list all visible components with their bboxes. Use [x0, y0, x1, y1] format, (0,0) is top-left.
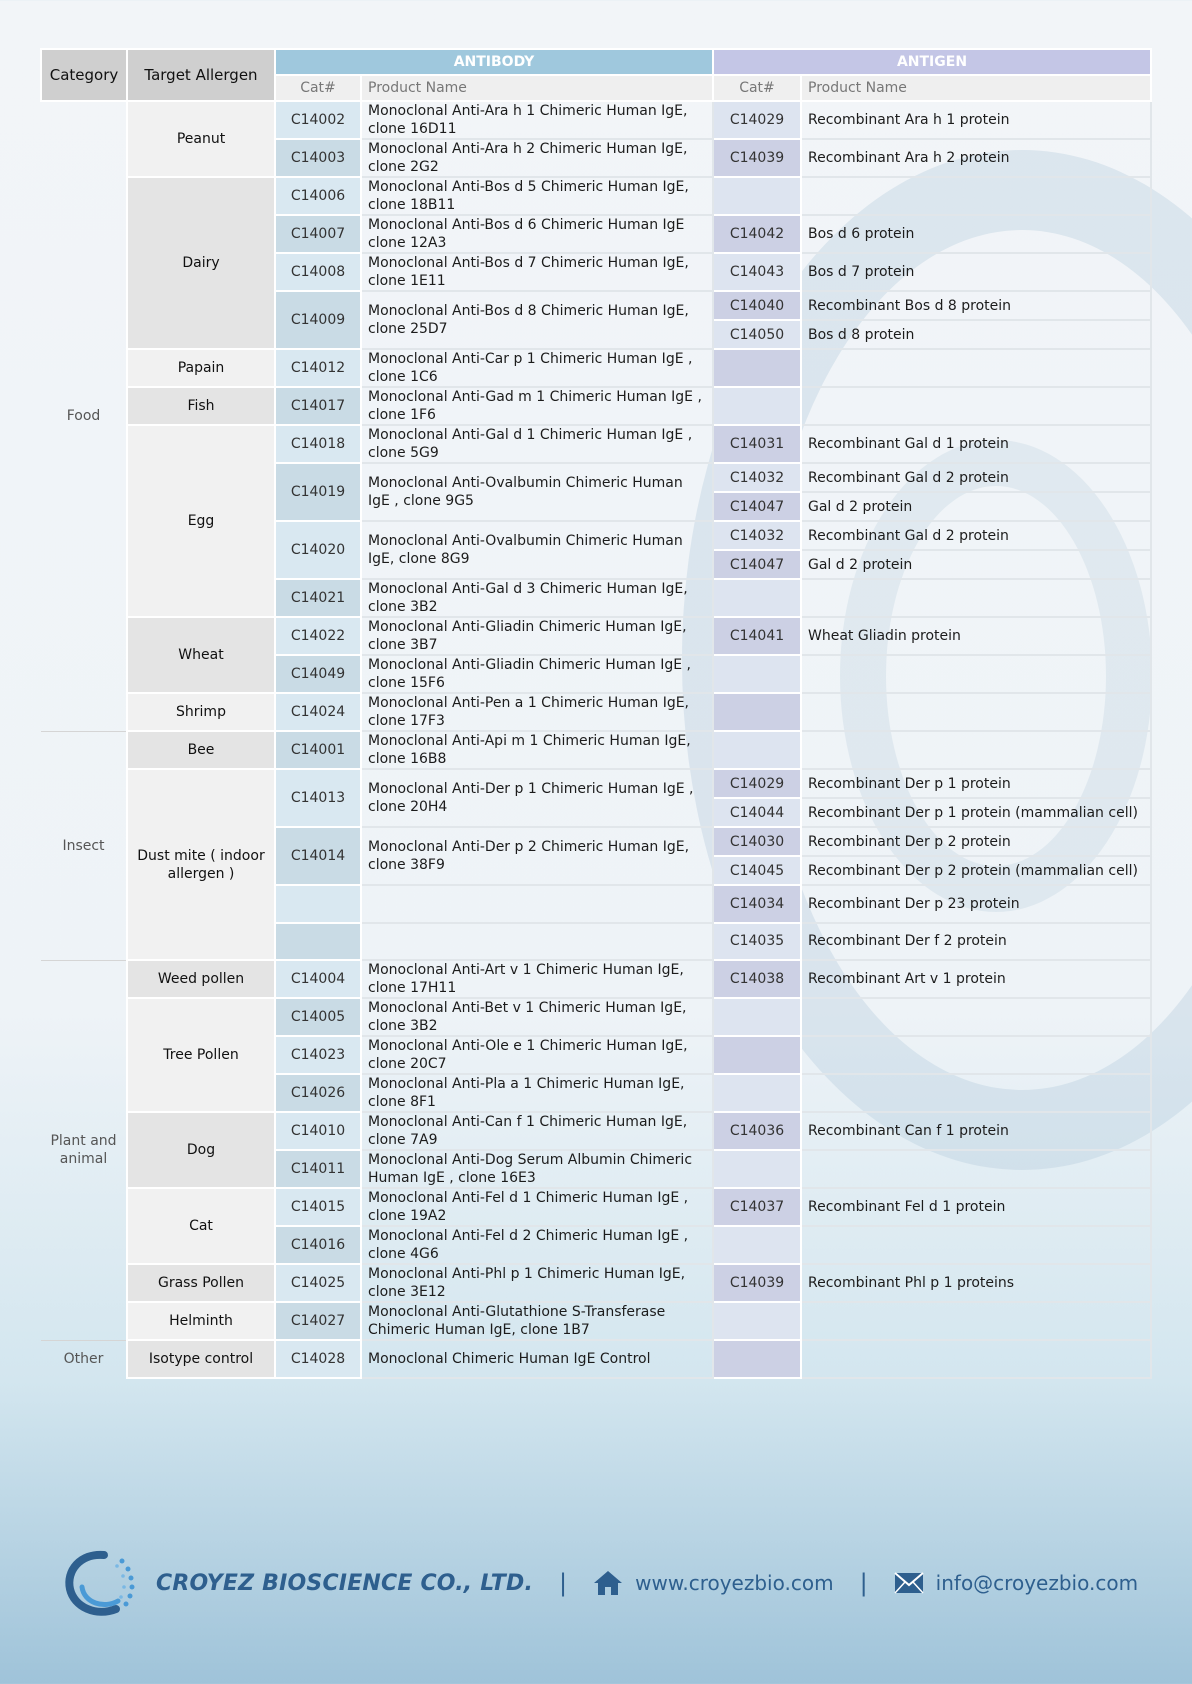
target-allergen-cell: Isotype control — [127, 1340, 275, 1378]
antibody-cat-cell: C14026 — [275, 1074, 361, 1112]
antigen-product-name: Wheat Gliadin protein — [801, 617, 1151, 655]
antigen-product-name — [801, 693, 1151, 731]
antigen-product-name: Recombinant Ara h 2 protein — [801, 139, 1151, 177]
antibody-product-name: Monoclonal Anti-Api m 1 Chimeric Human IgE, clone 16B8 — [361, 731, 713, 769]
antibody-cat-cell — [275, 885, 361, 923]
antibody-cat-cell: C14003 — [275, 139, 361, 177]
antigen-cat-cell — [713, 998, 801, 1036]
table-row — [41, 960, 1151, 998]
antibody-cat-cell: C14025 — [275, 1264, 361, 1302]
email-contact[interactable] — [894, 1571, 1138, 1595]
antigen-cat-cell — [713, 1074, 801, 1112]
footer — [60, 1548, 1150, 1618]
antigen-cat-cell: C14041 — [713, 617, 801, 655]
table-row — [41, 731, 1151, 769]
website-contact[interactable] — [593, 1569, 833, 1597]
antibody-cat-cell: C14017 — [275, 387, 361, 425]
target-allergen-cell: Egg — [127, 425, 275, 617]
antibody-cat-cell: C14015 — [275, 1188, 361, 1226]
antigen-cat-cell — [713, 731, 801, 769]
antibody-product-name: Monoclonal Anti-Gad m 1 Chimeric Human IgE , clone 1F6 — [361, 387, 713, 425]
target-allergen-cell: Weed pollen — [127, 960, 275, 998]
antigen-product-name: Bos d 7 protein — [801, 253, 1151, 291]
antibody-cat-cell: C14016 — [275, 1226, 361, 1264]
antibody-product-name: Monoclonal Anti-Gal d 3 Chimeric Human IgE, clone 3B2 — [361, 579, 713, 617]
antigen-cat-cell: C14038 — [713, 960, 801, 998]
antibody-cat-cell: C14002 — [275, 101, 361, 139]
target-allergen-cell: Tree Pollen — [127, 998, 275, 1112]
antibody-product-name: Monoclonal Anti-Fel d 1 Chimeric Human IgE , clone 19A2 — [361, 1188, 713, 1226]
antigen-cat-cell: C14036 — [713, 1112, 801, 1150]
antibody-product-name: Monoclonal Anti-Pla a 1 Chimeric Human IgE, clone 8F1 — [361, 1074, 713, 1112]
antibody-product-name: Monoclonal Anti-Bos d 5 Chimeric Human IgE, clone 18B11 — [361, 177, 713, 215]
antibody-product-name: Monoclonal Anti-Car p 1 Chimeric Human IgE , clone 1C6 — [361, 349, 713, 387]
antigen-cat-cell: C14029 — [713, 101, 801, 139]
antibody-cat-cell: C14005 — [275, 998, 361, 1036]
antigen-cat-cell: C14032 — [713, 521, 801, 550]
table-row — [41, 425, 1151, 463]
antibody-cat-cell: C14008 — [275, 253, 361, 291]
antigen-product-name — [801, 387, 1151, 425]
antigen-product-name — [801, 1226, 1151, 1264]
antigen-cat-cell: C14050 — [713, 320, 801, 349]
antigen-cat-cell: C14045 — [713, 856, 801, 885]
antigen-cat-cell: C14044 — [713, 798, 801, 827]
target-allergen-cell: Dairy — [127, 177, 275, 349]
antigen-product-name: Gal d 2 protein — [801, 492, 1151, 521]
website-link[interactable]: www.croyezbio.com — [635, 1571, 834, 1595]
antibody-product-name: Monoclonal Anti-Gliadin Chimeric Human IgE , clone 15F6 — [361, 655, 713, 693]
table-row — [41, 617, 1151, 655]
antigen-cat-cell: C14035 — [713, 923, 801, 961]
table-row — [41, 998, 1151, 1036]
antigen-cat-cell: C14032 — [713, 463, 801, 492]
table-row — [41, 693, 1151, 731]
table-row — [41, 1264, 1151, 1302]
antibody-cat-cell: C14049 — [275, 655, 361, 693]
antigen-product-name: Recombinant Bos d 8 protein — [801, 291, 1151, 320]
home-icon — [593, 1569, 623, 1597]
antigen-product-name: Recombinant Der f 2 protein — [801, 923, 1151, 961]
antigen-product-name: Recombinant Gal d 1 protein — [801, 425, 1151, 463]
antigen-product-name — [801, 349, 1151, 387]
antigen-cat-cell — [713, 1340, 801, 1378]
target-allergen-cell: Shrimp — [127, 693, 275, 731]
antigen-product-name: Recombinant Der p 1 protein — [801, 769, 1151, 798]
antibody-product-name: Monoclonal Anti-Der p 2 Chimeric Human IgE, clone 38F9 — [361, 827, 713, 885]
table-row — [41, 1112, 1151, 1150]
antigen-cat-cell: C14040 — [713, 291, 801, 320]
antigen-product-name: Recombinant Gal d 2 protein — [801, 521, 1151, 550]
antigen-product-name — [801, 731, 1151, 769]
antigen-cat-cell: C14043 — [713, 253, 801, 291]
antibody-cat-cell: C14011 — [275, 1150, 361, 1188]
antigen-product-name — [801, 177, 1151, 215]
mail-icon — [894, 1572, 924, 1594]
header-target-allergen: Target Allergen — [127, 49, 275, 101]
table-row — [41, 387, 1151, 425]
antibody-cat-cell: C14001 — [275, 731, 361, 769]
antibody-cat-cell: C14006 — [275, 177, 361, 215]
target-allergen-cell: Peanut — [127, 101, 275, 177]
antigen-cat-cell: C14031 — [713, 425, 801, 463]
target-allergen-cell: Bee — [127, 731, 275, 769]
antibody-product-name: Monoclonal Anti-Gal d 1 Chimeric Human IgE , clone 5G9 — [361, 425, 713, 463]
antibody-cat-cell: C14013 — [275, 769, 361, 827]
antigen-cat-cell: C14039 — [713, 1264, 801, 1302]
antibody-product-name: Monoclonal Anti-Ara h 2 Chimeric Human IgE, clone 2G2 — [361, 139, 713, 177]
antigen-product-name: Gal d 2 protein — [801, 550, 1151, 579]
antigen-cat-cell — [713, 579, 801, 617]
antibody-product-name: Monoclonal Anti-Can f 1 Chimeric Human IgE, clone 7A9 — [361, 1112, 713, 1150]
antibody-product-name: Monoclonal Anti-Fel d 2 Chimeric Human IgE , clone 4G6 — [361, 1226, 713, 1264]
antigen-cat-cell — [713, 1226, 801, 1264]
antibody-product-name: Monoclonal Anti-Bos d 7 Chimeric Human IgE, clone 1E11 — [361, 253, 713, 291]
header-antigen-cat: Cat# — [713, 75, 801, 101]
antigen-product-name: Recombinant Der p 23 protein — [801, 885, 1151, 923]
antibody-product-name: Monoclonal Anti-Der p 1 Chimeric Human IgE , clone 20H4 — [361, 769, 713, 827]
antibody-cat-cell: C14007 — [275, 215, 361, 253]
antibody-product-name: Monoclonal Anti-Bos d 8 Chimeric Human IgE, clone 25D7 — [361, 291, 713, 349]
antigen-cat-cell — [713, 1036, 801, 1074]
table-row — [41, 349, 1151, 387]
antibody-cat-cell: C14004 — [275, 960, 361, 998]
antibody-product-name: Monoclonal Anti-Glutathione S-Transferase Chimeric Human IgE, clone 1B7 — [361, 1302, 713, 1340]
table-row — [41, 101, 1151, 139]
antibody-cat-cell: C14012 — [275, 349, 361, 387]
antigen-product-name — [801, 1150, 1151, 1188]
category-cell: Other — [41, 1340, 127, 1378]
antigen-cat-cell: C14039 — [713, 139, 801, 177]
antibody-product-name: Monoclonal Anti-Ole e 1 Chimeric Human IgE, clone 20C7 — [361, 1036, 713, 1074]
footer-separator-2: | — [859, 1569, 868, 1597]
antigen-cat-cell: C14037 — [713, 1188, 801, 1226]
company-logo-icon — [60, 1547, 146, 1619]
antibody-product-name: Monoclonal Chimeric Human IgE Control — [361, 1340, 713, 1378]
antigen-cat-cell — [713, 1302, 801, 1340]
antigen-product-name: Recombinant Can f 1 protein — [801, 1112, 1151, 1150]
antigen-cat-cell — [713, 387, 801, 425]
antigen-product-name — [801, 1302, 1151, 1340]
antibody-cat-cell — [275, 923, 361, 961]
antibody-cat-cell: C14023 — [275, 1036, 361, 1074]
target-allergen-cell: Papain — [127, 349, 275, 387]
antigen-cat-cell — [713, 177, 801, 215]
category-cell: Plant and animal — [41, 960, 127, 1340]
antigen-product-name: Recombinant Art v 1 protein — [801, 960, 1151, 998]
antigen-cat-cell: C14042 — [713, 215, 801, 253]
antibody-product-name — [361, 885, 713, 923]
target-allergen-cell: Wheat — [127, 617, 275, 693]
antibody-cat-cell: C14027 — [275, 1302, 361, 1340]
target-allergen-cell: Fish — [127, 387, 275, 425]
header-antibody: ANTIBODY — [275, 49, 713, 75]
antigen-product-name — [801, 579, 1151, 617]
company-name: CROYEZ BIOSCIENCE CO., LTD. — [156, 1570, 534, 1596]
table-row — [41, 1188, 1151, 1226]
target-allergen-cell: Grass Pollen — [127, 1264, 275, 1302]
antibody-product-name: Monoclonal Anti-Bos d 6 Chimeric Human IgE clone 12A3 — [361, 215, 713, 253]
antigen-product-name — [801, 1036, 1151, 1074]
antigen-cat-cell: C14030 — [713, 827, 801, 856]
target-allergen-cell: Dust mite ( indoor allergen ) — [127, 769, 275, 960]
antibody-product-name: Monoclonal Anti-Gliadin Chimeric Human IgE, clone 3B7 — [361, 617, 713, 655]
antibody-cat-cell: C14009 — [275, 291, 361, 349]
antigen-product-name: Recombinant Der p 2 protein (mammalian cell) — [801, 856, 1151, 885]
antigen-product-name: Bos d 6 protein — [801, 215, 1151, 253]
antibody-cat-cell: C14020 — [275, 521, 361, 579]
antibody-product-name: Monoclonal Anti-Ovalbumin Chimeric Human IgE, clone 8G9 — [361, 521, 713, 579]
table-row — [41, 769, 1151, 798]
antibody-product-name: Monoclonal Anti-Art v 1 Chimeric Human IgE, clone 17H11 — [361, 960, 713, 998]
antigen-cat-cell: C14047 — [713, 492, 801, 521]
antigen-product-name: Recombinant Der p 1 protein (mammalian cell) — [801, 798, 1151, 827]
header-category: Category — [41, 49, 127, 101]
footer-separator: | — [559, 1569, 568, 1597]
target-allergen-cell: Cat — [127, 1188, 275, 1264]
antigen-product-name — [801, 655, 1151, 693]
target-allergen-cell: Dog — [127, 1112, 275, 1188]
antibody-product-name: Monoclonal Anti-Ara h 1 Chimeric Human IgE, clone 16D11 — [361, 101, 713, 139]
antigen-product-name — [801, 1340, 1151, 1378]
antibody-cat-cell: C14028 — [275, 1340, 361, 1378]
antigen-product-name — [801, 998, 1151, 1036]
antibody-cat-cell: C14018 — [275, 425, 361, 463]
antigen-product-name: Recombinant Ara h 1 protein — [801, 101, 1151, 139]
antigen-product-name — [801, 1074, 1151, 1112]
antibody-product-name: Monoclonal Anti-Ovalbumin Chimeric Human IgE , clone 9G5 — [361, 463, 713, 521]
header-antigen-product-name: Product Name — [801, 75, 1151, 101]
antigen-product-name: Recombinant Gal d 2 protein — [801, 463, 1151, 492]
table-row — [41, 1340, 1151, 1378]
antigen-cat-cell — [713, 1150, 801, 1188]
header-antigen: ANTIGEN — [713, 49, 1151, 75]
header-antibody-cat: Cat# — [275, 75, 361, 101]
antigen-cat-cell: C14047 — [713, 550, 801, 579]
header-antibody-product-name: Product Name — [361, 75, 713, 101]
antibody-cat-cell: C14014 — [275, 827, 361, 885]
table-row — [41, 1302, 1151, 1340]
antibody-cat-cell: C14022 — [275, 617, 361, 655]
antigen-product-name: Recombinant Phl p 1 proteins — [801, 1264, 1151, 1302]
table-row — [41, 177, 1151, 215]
antigen-product-name: Bos d 8 protein — [801, 320, 1151, 349]
antibody-cat-cell: C14019 — [275, 463, 361, 521]
product-table — [40, 48, 1152, 1379]
antibody-cat-cell: C14010 — [275, 1112, 361, 1150]
antibody-product-name — [361, 923, 713, 961]
antigen-product-name: Recombinant Fel d 1 protein — [801, 1188, 1151, 1226]
category-cell: Food — [41, 101, 127, 731]
antigen-cat-cell — [713, 655, 801, 693]
antigen-product-name: Recombinant Der p 2 protein — [801, 827, 1151, 856]
target-allergen-cell: Helminth — [127, 1302, 275, 1340]
antigen-cat-cell — [713, 693, 801, 731]
antibody-cat-cell: C14021 — [275, 579, 361, 617]
antigen-cat-cell: C14029 — [713, 769, 801, 798]
email-link[interactable]: info@croyezbio.com — [935, 1571, 1139, 1595]
antibody-product-name: Monoclonal Anti-Bet v 1 Chimeric Human IgE, clone 3B2 — [361, 998, 713, 1036]
antibody-product-name: Monoclonal Anti-Dog Serum Albumin Chimeric Human IgE , clone 16E3 — [361, 1150, 713, 1188]
antibody-product-name: Monoclonal Anti-Pen a 1 Chimeric Human IgE, clone 17F3 — [361, 693, 713, 731]
category-cell: Insect — [41, 731, 127, 960]
antibody-product-name: Monoclonal Anti-Phl p 1 Chimeric Human IgE, clone 3E12 — [361, 1264, 713, 1302]
antibody-cat-cell: C14024 — [275, 693, 361, 731]
antigen-cat-cell — [713, 349, 801, 387]
antigen-cat-cell: C14034 — [713, 885, 801, 923]
